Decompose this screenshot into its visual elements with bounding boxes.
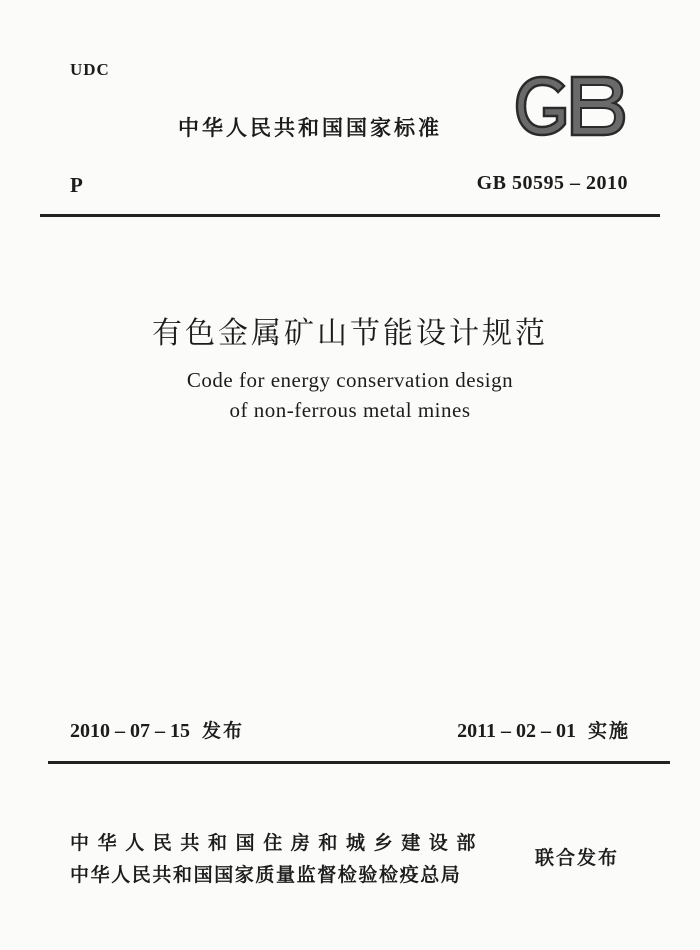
bottom-divider bbox=[48, 761, 670, 764]
udc-label: UDC bbox=[70, 60, 110, 79]
chinese-title: 有色金属矿山节能设计规范 bbox=[152, 316, 548, 351]
issuer-line2: 中华人民共和国国家质量监督检验检疫总局 bbox=[70, 864, 462, 886]
standard-type-heading: 中华人民共和国国家标准 bbox=[178, 116, 442, 140]
standard-code: GB 50595 – 2010 bbox=[476, 172, 628, 194]
implementation-date-block bbox=[457, 716, 630, 743]
top-divider bbox=[40, 214, 660, 217]
english-title-line2: of non-ferrous metal mines bbox=[229, 398, 471, 422]
issue-date: 2010 – 07 – 15 bbox=[70, 720, 190, 742]
implementation-date: 2011 – 02 – 01 bbox=[457, 720, 576, 742]
joint-issue-label: 联合发布 bbox=[535, 847, 620, 869]
gb-logo bbox=[512, 74, 628, 138]
issue-date-block bbox=[70, 716, 244, 743]
classification-code: P bbox=[70, 173, 83, 197]
english-title-line1: Code for energy conservation design bbox=[186, 368, 514, 392]
issuer-line1: 中华人民共和国住房和城乡建设部 bbox=[70, 832, 485, 854]
issue-label: 发布 bbox=[202, 720, 245, 742]
implementation-label: 实施 bbox=[587, 720, 630, 742]
